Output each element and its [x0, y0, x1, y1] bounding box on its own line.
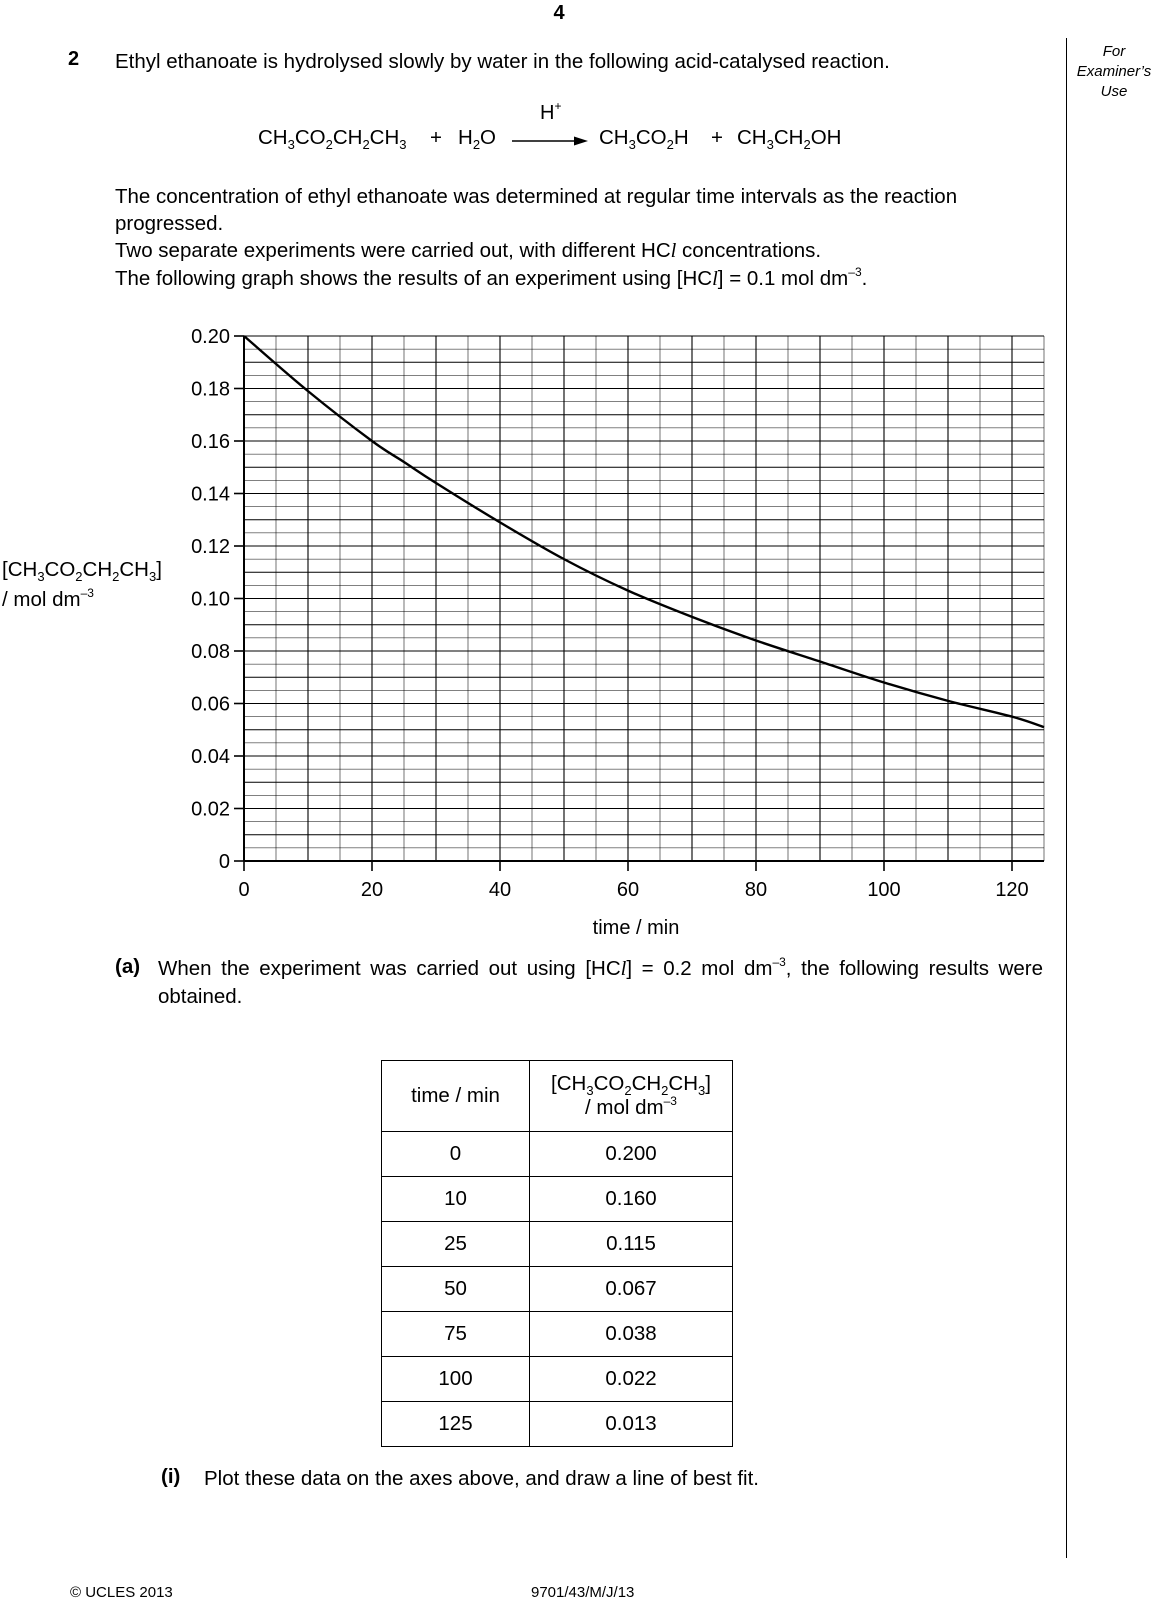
footer-paper-code: 9701/43/M/J/13 [531, 1584, 635, 1601]
y-tick-label: 0.10 [191, 588, 230, 611]
product-ethanoic-acid: $CH_3CO_2H$ [599, 126, 689, 152]
x-tick-label: 20 [360, 879, 384, 901]
cell-concentration: 0.038 [530, 1312, 733, 1357]
series-line [244, 336, 1044, 727]
y-tick-label: 0.16 [191, 431, 230, 453]
catalyst-charge: + [554, 99, 562, 113]
header-time: time / min [382, 1061, 530, 1132]
description-line: Two separate experiments were carried out, with different HCl concentrations. [115, 239, 822, 262]
x-tick-label: 40 [488, 879, 512, 901]
equation-plus: + [430, 126, 442, 149]
x-tick-label: 80 [744, 879, 768, 901]
x-tick-label: 100 [867, 879, 901, 901]
footer-copyright: © UCLES 2013 [70, 1584, 173, 1601]
x-tick-label: 120 [995, 879, 1029, 901]
cell-concentration: 0.200 [530, 1132, 733, 1177]
part-i-text: Plot these data on the axes above, and draw a line of best fit. [204, 1467, 760, 1490]
part-a-text: When the experiment was carried out using [HCl] = 0.2 mol $dm^{-3}$, the following results were obtained. [158, 955, 1043, 1008]
question-intro: Ethyl ethanoate is hydrolysed slowly by water in the following acid-catalysed reaction. [115, 50, 890, 73]
description-line: The concentration of ethyl ethanoate was determined at regular time intervals as the reaction progressed. [115, 185, 958, 235]
y-tick-label: 0.20 [191, 326, 230, 348]
data-series [244, 336, 1044, 727]
cell-time: 125 [382, 1402, 530, 1447]
part-i-label: (i) [161, 1465, 181, 1488]
table-row [382, 1132, 733, 1177]
results-table [381, 1060, 733, 1447]
examiner-note-line: Examiner’s [1076, 63, 1152, 80]
y-tick-label: 0.12 [191, 536, 230, 558]
y-tick-label: 0.04 [191, 746, 230, 768]
catalyst-symbol: H [540, 102, 555, 124]
equation-plus: + [711, 126, 723, 149]
x-axis-label: time / min [592, 917, 680, 935]
x-tick-label: 0 [238, 879, 250, 901]
product-ethanol: $CH_3CH_2OH$ [737, 126, 842, 152]
catalyst-label [540, 99, 562, 125]
cell-concentration: 0.067 [530, 1267, 733, 1312]
table-row [382, 1402, 733, 1447]
y-tick-label: 0.08 [191, 641, 230, 663]
examiner-note-line: Use [1100, 83, 1128, 100]
y-axis-label: $[CH_3CO_2CH_2CH_3]$ / mol $dm^{-3}$ [2, 558, 162, 611]
description-line: The following graph shows the results of an experiment using [HCl] = 0.1 mol $dm^{-3}$. [115, 265, 868, 290]
cell-time: 10 [382, 1177, 530, 1222]
reaction-arrow [510, 134, 590, 148]
table-row [382, 1222, 733, 1267]
cell-concentration: 0.115 [530, 1222, 733, 1267]
cell-concentration: 0.022 [530, 1357, 733, 1402]
page-number: 4 [553, 2, 565, 24]
y-tick-label: 0.06 [191, 693, 230, 716]
cell-time: 75 [382, 1312, 530, 1357]
table-row [382, 1357, 733, 1402]
x-tick-label: 60 [616, 879, 640, 901]
tick-labels [191, 326, 1029, 901]
reactant-ethyl-ethanoate: $CH_3CO_2CH_2CH_3$ [258, 126, 407, 152]
table-row [382, 1312, 733, 1357]
y-tick-label: 0.14 [191, 483, 230, 506]
y-tick-label: 0 [218, 851, 230, 873]
examiner-margin-rule [1066, 38, 1067, 1558]
question-description [115, 183, 1055, 293]
cell-time: 100 [382, 1357, 530, 1402]
question-number: 2 [68, 48, 80, 70]
cell-concentration: 0.160 [530, 1177, 733, 1222]
examiner-note-line: For [1102, 43, 1126, 60]
y-tick-label: 0.18 [191, 378, 230, 401]
cell-time: 25 [382, 1222, 530, 1267]
header-concentration: $[CH_3CO_2CH_2CH_3]$ / mol $dm^{-3}$ [530, 1061, 733, 1132]
graph-axes [234, 336, 1044, 871]
table-row [382, 1267, 733, 1312]
examiner-use-note [1070, 42, 1158, 102]
cell-time: 50 [382, 1267, 530, 1312]
cell-time: 0 [382, 1132, 530, 1177]
table-row [382, 1177, 733, 1222]
table-header-row [382, 1061, 733, 1132]
concentration-time-graph [0, 310, 1060, 935]
reactant-water: $H_2O$ [458, 126, 496, 152]
part-a-label: (a) [115, 955, 141, 978]
y-tick-label: 0.02 [191, 798, 230, 821]
cell-concentration: 0.013 [530, 1402, 733, 1447]
